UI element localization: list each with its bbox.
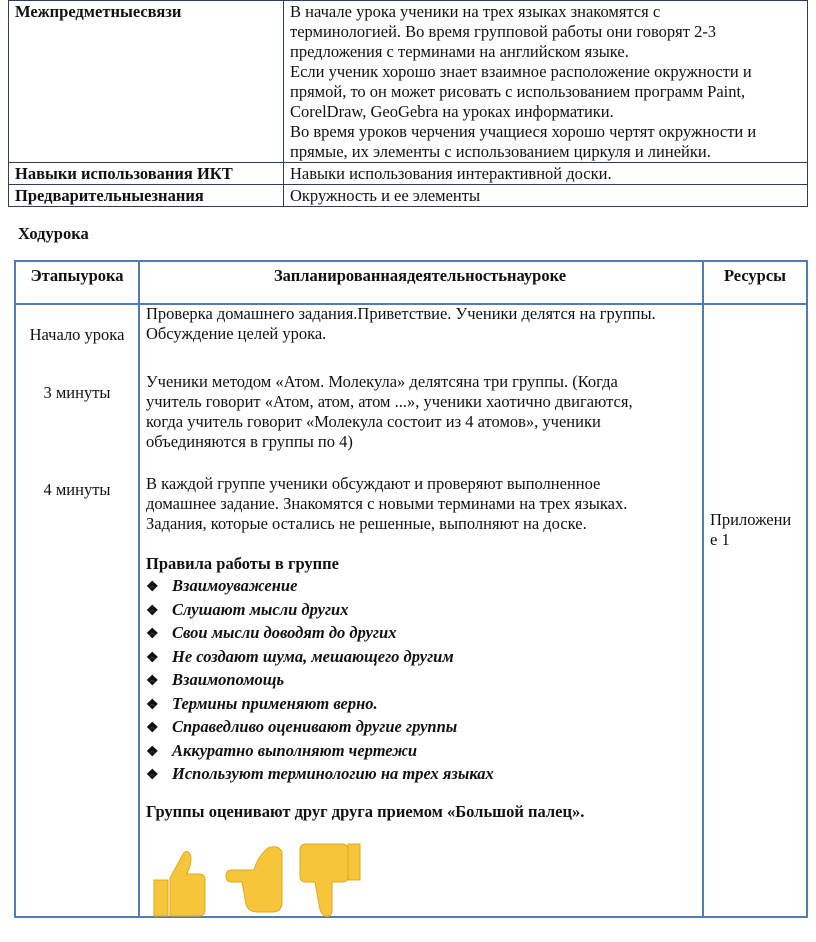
list-item [146,623,396,645]
rule-text: Не создают шума, мешающего другим [172,646,454,666]
row-value: Окружность и ее элементы [284,185,808,207]
rule-text: Слушают мысли других [172,599,349,619]
text-line: Ученики методом «Атом. Молекула» делятсяна три группы. (Когда [146,372,618,391]
header-activity: Запланированнаядеятельностьнауроке [273,266,567,285]
thumbs-emoji-group [146,840,386,918]
list-item [146,741,417,763]
stage-label: 4 минуты [43,480,111,499]
closing-text: Группы оценивают друг друга приемом «Большой палец». [146,802,585,821]
list-item [146,717,457,739]
activity-paragraph [146,474,706,534]
lesson-table [14,260,808,918]
rule-text: Справедливо оценивают другие группы [172,717,458,736]
bullet-icon: ❖ [146,721,159,736]
resource-link[interactable] [710,510,791,550]
bullet-icon: ❖ [146,697,159,713]
text-line: В каждой группе ученики обсуждают и проверяют выполненное [146,474,601,493]
row-key: Предварительныезнания [9,185,284,207]
bullet-icon: ❖ [146,674,159,689]
rule-text: Термины применяют верно. [172,693,378,713]
resource-text: е 1 [710,530,730,549]
rule-text: Используют терминологию на трех языках [172,764,494,783]
rule-text: Взаимоуважение [172,576,298,595]
bullet-icon: ❖ [146,768,159,783]
list-item [146,576,297,598]
stage-label: Начало урока [29,325,125,344]
text-line: объединяются в группы по 4) [146,432,353,451]
list-item [146,764,494,786]
column-divider [138,262,140,916]
rule-text: Взаимопомощь [172,670,285,689]
row-value [284,1,808,163]
row-key: Межпредметныесвязи [9,1,284,163]
activity-paragraph [146,304,706,344]
list-item [146,694,378,716]
rule-text: Свои мысли доводят до других [172,623,397,642]
thumbs-down-icon [300,844,360,916]
rule-text: Аккуратно выполняют чертежи [172,740,418,760]
header-resources: Ресурсы [723,266,787,285]
bullet-icon: ❖ [146,603,159,619]
table-row [9,163,808,185]
text-line: терминологией. Во время групповой работы они говорят 2-3 [290,22,717,41]
thumbs-up-icon [154,851,205,916]
stage-label: 3 минуты [43,383,111,402]
bullet-icon: ❖ [146,650,159,666]
bullet-icon: ❖ [146,744,159,760]
text-line: учитель говорит «Атом, атом, атом ...», ученики хаотично двигаются, [146,392,633,411]
text-line: прямые, их элементы с использованием циркуля и линейки. [290,142,711,161]
activity-paragraph [146,372,706,452]
text-line: Если ученик хорошо знает взаимное расположение окружности и [290,62,752,81]
text-line: когда учитель говорит «Молекула состоит из 4 атомов», ученики [146,412,601,431]
table-row [9,185,808,207]
thumbs-sideways-icon [226,847,282,912]
table-row [9,1,808,163]
bullet-icon: ❖ [146,580,159,595]
list-item [146,647,454,669]
row-key: Навыки использования ИКТ [9,163,284,185]
resource-text: Приложени [710,510,792,529]
row-value: Навыки использования интерактивной доски. [284,163,808,185]
text-line: CorelDraw, GeoGebra на уроках информатики. [290,102,614,121]
text-line: прямой, то он может рисовать с использованием программ Paint, [290,82,746,101]
text-line: В начале урока ученики на трех языках знакомятся с [290,2,661,21]
text-line: предложения с терминами на английском языке. [290,42,629,61]
column-divider [702,262,704,916]
info-table [8,0,808,207]
text-line: Проверка домашнего задания.Приветствие. Ученики делятся на группы. [146,304,656,323]
text-line: домашнее задание. Знакомятся с новыми терминами на трех языках. [146,494,628,513]
header-stages: Этапыурока [30,266,124,285]
text-line: Задания, которые остались не решенные, выполняют на доске. [146,514,587,533]
text-line: Обсуждение целей урока. [146,324,327,343]
section-heading: Ходурока [18,224,89,243]
list-item [146,600,348,622]
rules-title: Правила работы в группе [146,554,339,573]
text-line: Во время уроков черчения учащиеся хорошо чертят окружности и [290,122,757,141]
bullet-icon: ❖ [146,627,159,642]
list-item [146,670,284,692]
